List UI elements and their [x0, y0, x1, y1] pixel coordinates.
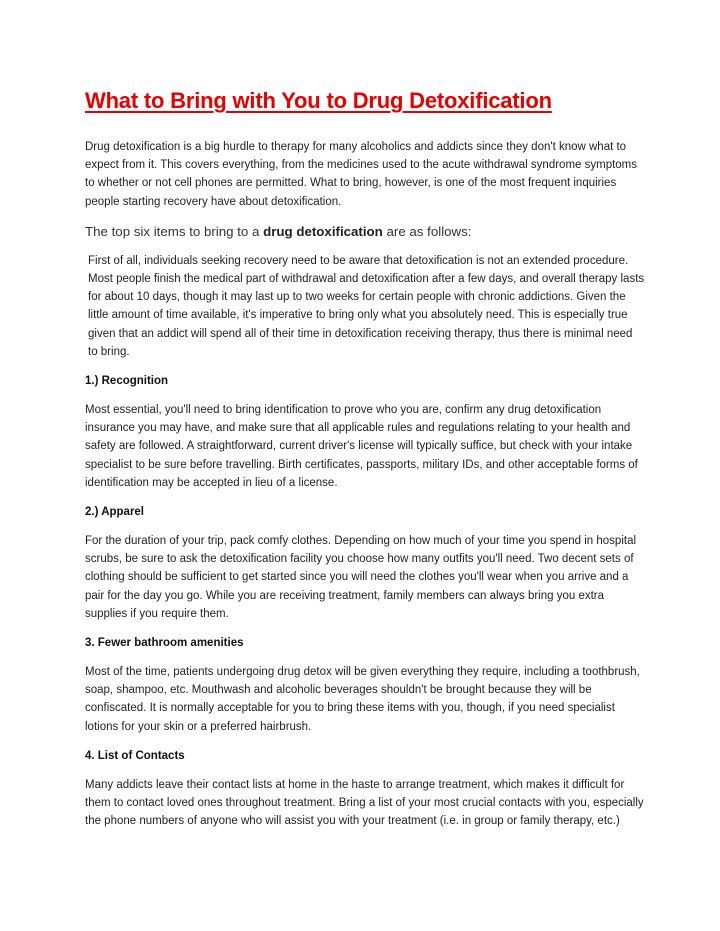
section-text: Most essential, you'll need to bring identification to prove who you are, confirm any drug detoxification insurance you may have, and make sure that all applicable rules and regulations relating to your health and safety are followed. A straightforward, current driver's license will typically suffice, but check with your intake specialist to be sure before travelling. Birth certificates, passports, military IDs, and other acceptable forms of identification may be accepted in lieu of a license.: [85, 404, 638, 489]
section-heading: 3. Fewer bathroom amenities: [85, 637, 244, 650]
intro-paragraph: Drug detoxification is a big hurdle to therapy for many alcoholics and addicts since they don't know what to expect from it. This covers everything, from the medicines used to the acute withdrawal syndrome symptoms to whether or not cell phones are permitted. What to bring, however, is one of the most frequent inquiries people starting recovery have about detoxification.: [85, 141, 638, 208]
lead-sentence: [85, 222, 645, 242]
first-paragraph: First of all, individuals seeking recovery need to be aware that detoxification is not an extended procedure. Most people finish the medical part of withdrawal and detoxification after a few days, and overall therapy lasts for about 10 days, though it may last up to two weeks for certain people with chronic addictions. Given the little amount of time available, it's imperative to bring only what you absolutely need. This is especially true given that an addict will spend all of their time in detoxification receiving therapy, thus there is minimal need to bring.: [88, 254, 645, 358]
lead-before: The top six items to bring to a: [85, 223, 264, 239]
section-text: Most of the time, patients undergoing drug detox will be given everything they require, including a toothbrush, soap, shampoo, etc. Mouthwash and alcoholic beverages shouldn't be brought because they will be confiscated. It is normally acceptable for you to bring these items with you, though, if you need specialist lotions for your skin or a preferred hairbrush.: [85, 666, 640, 733]
section-text: For the duration of your trip, pack comfy clothes. Depending on how much of your time you spend in hospital scrubs, be sure to ask the detoxification facility you choose how many outfits you'll need. Two decent sets of clothing should be sufficient to get started since you will need the clothes you'll wear when you arrive and a pair for the day you go. While you are receiving treatment, family members can always bring you extra supplies if you require them.: [85, 535, 637, 620]
section-recognition: [85, 372, 645, 492]
section-list-of-contacts: [85, 747, 645, 831]
section-heading: 4. List of Contacts: [85, 749, 185, 762]
section-heading: 2.) Apparel: [85, 506, 145, 519]
section-bathroom-amenities: [85, 634, 645, 736]
page-title: What to Bring with You to Drug Detoxification: [85, 88, 552, 113]
document-body: [85, 86, 645, 841]
section-apparel: [85, 503, 645, 623]
lead-after: are as follows:: [382, 223, 472, 239]
section-text: Many addicts leave their contact lists at home in the haste to arrange treatment, which makes it difficult for them to contact loved ones throughout treatment. Bring a list of your most crucial contacts with you, especially the phone numbers of anyone who will assist you with your treatment (i.e. in group or family therapy, etc.): [85, 778, 644, 828]
section-heading: 1.) Recognition: [85, 375, 169, 388]
lead-bold-term: drug detoxification: [263, 223, 383, 239]
